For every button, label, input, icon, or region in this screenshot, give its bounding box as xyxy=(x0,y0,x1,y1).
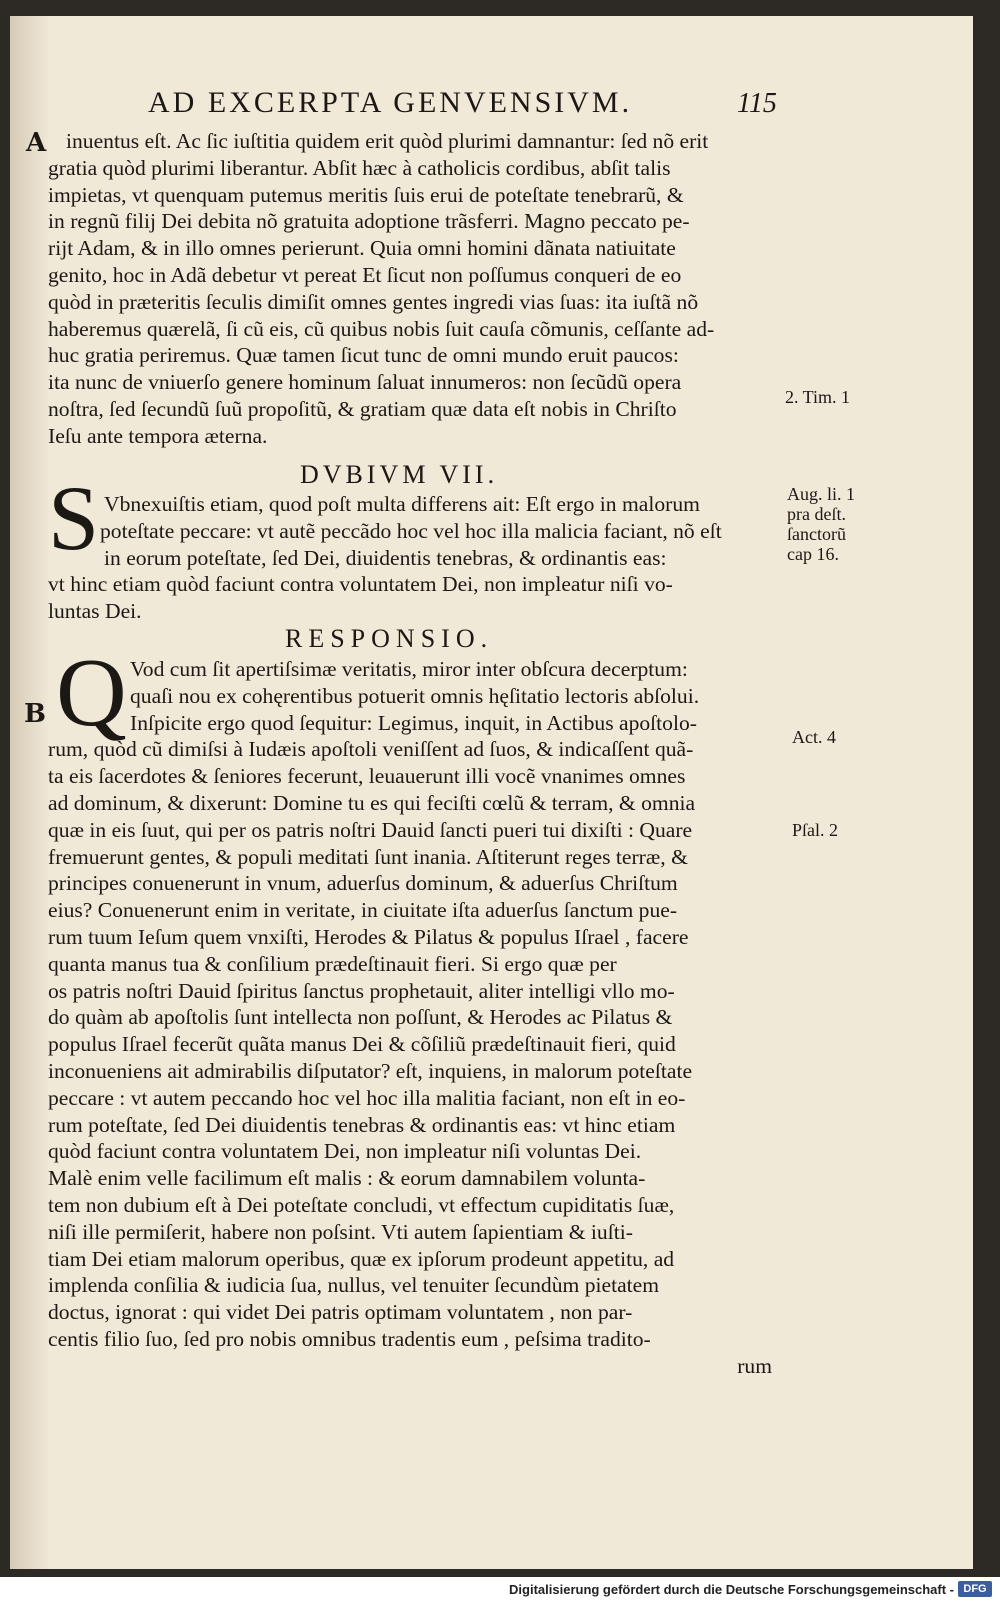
text-line: gratia quòd plurimi liberantur. Abſit hæc à catholicis cordibus, abſit talis xyxy=(48,155,671,180)
text-line: rum poteſtate, ſed Dei diuidentis tenebras & ordinantis eas: vt hinc etiam xyxy=(48,1112,676,1137)
margin-note-aug-line: pra deſt. xyxy=(787,504,846,524)
text-line: in regnũ filij Dei debita nõ gratuita adoptione trãsferri. Magno peccato pe- xyxy=(48,209,690,234)
responsio-text xyxy=(48,656,778,1380)
section-1-text xyxy=(48,128,778,450)
margin-letter-b: B xyxy=(24,699,46,729)
text-line: vt hinc etiam quòd faciunt contra voluntatem Dei, non impleatur niſi vo- xyxy=(48,572,673,597)
text-line: inconueniens ait admirabilis diſputator? eſt, inquiens, in malorum poteſtate xyxy=(48,1058,693,1083)
text-line: principes conuenerunt in vnum, aduerſus dominum, & aduerſus Chriſtum xyxy=(48,871,678,896)
text-line: Inſpicite ergo quod ſequitur: Legimus, inquit, in Actibus apoſtolo- xyxy=(130,710,697,735)
text-line: quanta manus tua & conſilium prædeſtinauit fieri. Si ergo quæ per xyxy=(48,951,617,976)
text-line: inuentus eſt. Ac ſic iuſtitia quidem erit quòd plurimi damnantur: ſed nõ erit xyxy=(66,129,709,153)
text-line: tem non dubium eſt à Dei poteſtate concludi, vt effectum cupiditatis ſuæ, xyxy=(48,1192,675,1217)
footer-credit: Digitalisierung gefördert durch die Deutsche Forschungsgemeinschaft - xyxy=(509,1582,954,1597)
footer-strip xyxy=(0,1577,1000,1603)
text-line: Ieſu ante tempora æterna. xyxy=(48,423,268,448)
text-line: genito, hoc in Adã debetur vt pereat Et ſicut non poſſumus conqueri de eo xyxy=(48,262,682,287)
text-line: eius? Conuenerunt enim in veritate, in ciuitate iſta aduerſus ſanctum pue- xyxy=(48,898,678,923)
page-number: 115 xyxy=(737,88,777,119)
running-title: AD EXCERPTA GENVENSIVM. xyxy=(148,86,633,119)
text-line: rum xyxy=(737,1353,772,1378)
text-line: do quàm ab apoſtolis ſunt intellecta non poſſunt, & Herodes ac Pilatus & xyxy=(48,1005,673,1030)
text-line: ita nunc de vniuerſo genere hominum ſaluat innumeros: non ſecũdũ opera xyxy=(48,370,682,395)
text-line: huc gratia periremus. Quæ tamen ſicut tunc de omni mundo eruit paucos: xyxy=(48,343,679,368)
margin-letter-a: A xyxy=(26,128,47,158)
dubium-text xyxy=(48,491,778,625)
margin-note-psal: Pſal. 2 xyxy=(792,820,839,840)
margin-note-aug-line: cap 16. xyxy=(787,544,839,564)
text-line: ta eis ſacerdotes & ſeniores fecerunt, leuauerunt illi vocẽ vnanimes omnes xyxy=(48,764,686,789)
text-line: doctus, ignorat : qui videt Dei patris optimam voluntatem , non par- xyxy=(48,1300,633,1325)
text-line: quaſi nou ex cohęrentibus potuerit omnis hęſitatio lectoris abſolui. xyxy=(130,683,700,708)
text-line: luntas Dei. xyxy=(48,599,142,624)
responsio-drop-cap: Q xyxy=(56,639,127,747)
text-line: centis filio ſuo, ſed pro nobis omnibus tradentis eum , peſsima tradito- xyxy=(48,1326,651,1351)
text-line: Malè enim velle facilimum eſt malis : & eorum damnabilem volunta- xyxy=(48,1166,646,1191)
text-line: implenda conſilia & iudicia ſua, nullus, vel tenuiter ſecundùm pietatem xyxy=(48,1273,660,1298)
book-page xyxy=(10,16,973,1569)
text-line: poteſtate peccare: vt autẽ peccãdo hoc vel hoc illa malicia faciant, nõ eſt xyxy=(100,518,722,543)
text-line: Vod cum ſit apertiſsimæ veritatis, miror inter obſcura decerptum: xyxy=(130,657,688,681)
text-line: quòd faciunt contra voluntatem Dei, non impleatur niſi voluntas Dei. xyxy=(48,1139,642,1164)
text-line: tiam Dei etiam malorum operibus, quæ ex ipſorum prodeunt appetitu, ad xyxy=(48,1246,675,1271)
text-line: impietas, vt quenquam putemus meritis ſuis erui de poteſtate tenebrarũ, & xyxy=(48,182,684,207)
text-line: quòd in præteritis ſeculis dimiſit omnes gentes ingredi vias ſuas: ita iuſtã nõ xyxy=(48,289,699,314)
text-line: quæ in eis ſuut, qui per os patris noſtri Dauid ſancti pueri tui dixiſti : Quare xyxy=(48,817,693,842)
text-line: peccare : vt autem peccando hoc vel hoc illa malitia faciant, non eſt in eo- xyxy=(48,1085,686,1110)
margin-note-act: Act. 4 xyxy=(792,727,836,747)
text-line: in eorum poteſtate, ſed Dei, diuidentis tenebras, & ordinantis eas: xyxy=(104,545,667,570)
margin-note-aug-line: Aug. li. 1 xyxy=(787,484,856,504)
dubium-heading: DVBIVM VII. xyxy=(300,460,499,489)
text-line: niſi ille permiſerit, habere non poſsint. Vti autem ſapientiam & iuſti- xyxy=(48,1219,633,1244)
dubium-drop-cap: S xyxy=(48,467,100,569)
text-line: rijt Adam, & in illo omnes perierunt. Quia omni homini dãnata natiuitate xyxy=(48,236,676,261)
text-line: Vbnexuiſtis etiam, quod poſt multa differens ait: Eſt ergo in malorum xyxy=(104,492,700,516)
text-line: haberemus quærelã, ſi cũ eis, cũ quibus nobis ſuit cauſa cõmunis, ceſſante ad- xyxy=(48,316,715,341)
dfg-logo: DFG xyxy=(958,1581,992,1597)
margin-note-aug-line: ſanctorũ xyxy=(787,524,846,544)
text-line: rum, quòd cũ dimiſsi à Iudæis apoſtoli veniſſent ad ſuos, & indicaſſent quã- xyxy=(48,737,694,762)
text-line: fremuerunt gentes, & populi meditati ſunt inania. Aſtiterunt reges terræ, & xyxy=(48,844,688,869)
text-line: noſtra, ſed ſecundũ ſuũ propoſitũ, & gratiam quæ data eſt nobis in Chriſto xyxy=(48,396,677,421)
margin-note-tim: 2. Tim. 1 xyxy=(785,387,851,407)
margin-note-aug xyxy=(787,484,855,564)
responsio-heading: RESPONSIO. xyxy=(285,624,494,653)
text-line: rum tuum Ieſum quem vnxiſti, Herodes & Pilatus & populus Iſrael , facere xyxy=(48,924,689,949)
text-line: ad dominum, & dixerunt: Domine tu es qui feciſti cœlũ & terram, & omnia xyxy=(48,790,696,815)
text-line: populus Iſrael fecerũt quãta manus Dei & cõſiliũ prædeſtinauit fieri, quid xyxy=(48,1032,676,1057)
text-line: os patris noſtri Dauid ſpiritus ſanctus prophetauit, aliter intelligi vllo mo- xyxy=(48,978,675,1003)
